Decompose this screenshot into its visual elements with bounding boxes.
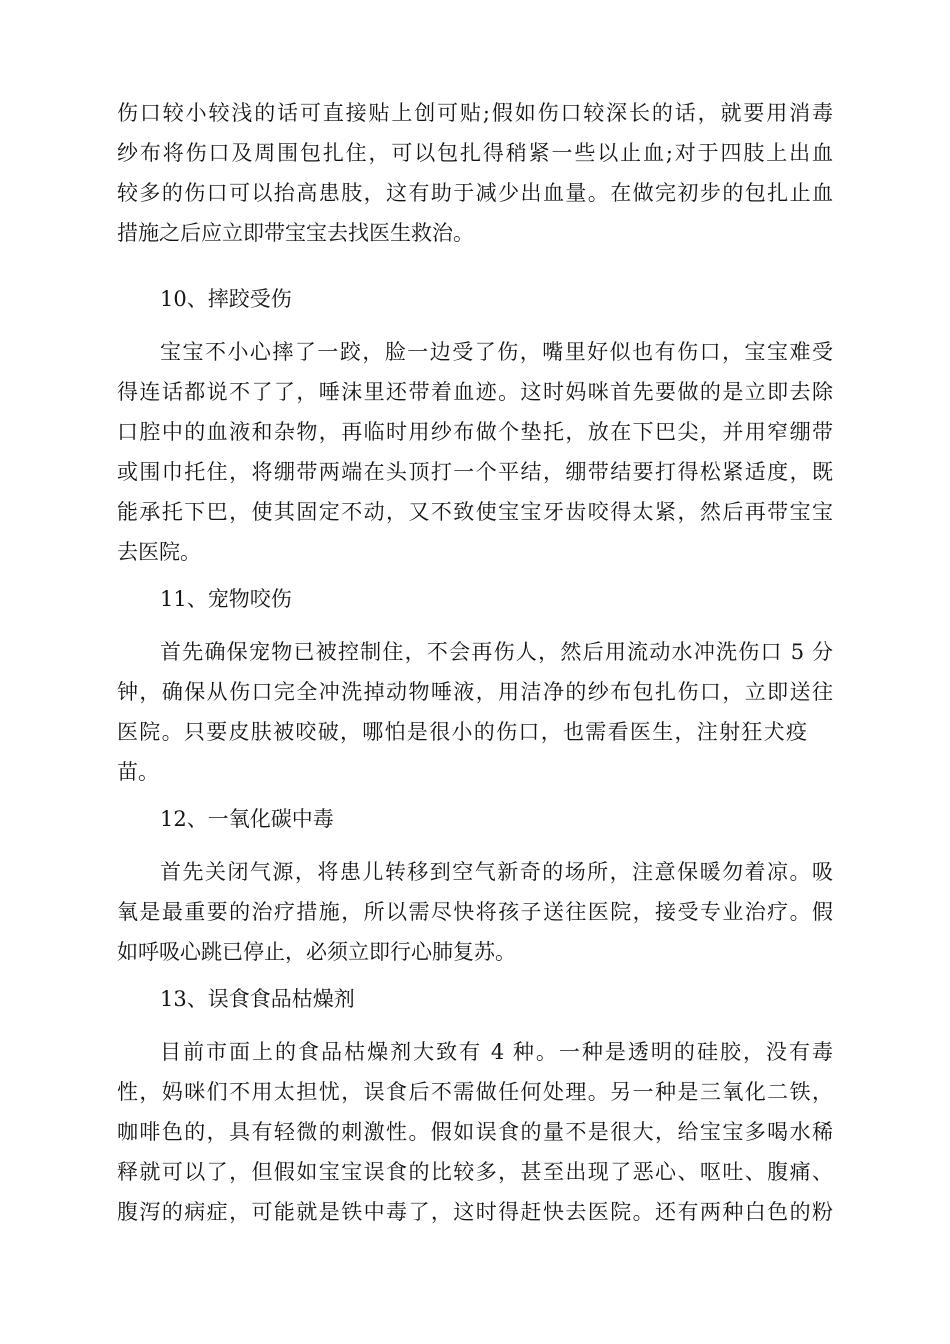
paragraph-line: 氧是最重要的治疗措施，所以需尽快将孩子送往医院，接受专业治疗。假 <box>117 900 833 924</box>
paragraph-line: 得连话都说不了了，唾沫里还带着血迹。这时妈咪首先要做的是立即去除 <box>117 380 833 404</box>
paragraph-line: 首先确保宠物已被控制住，不会再伤人，然后用流动水冲洗伤口 5 分 <box>160 640 833 664</box>
section-heading: 11、宠物咬伤 <box>160 587 292 611</box>
paragraph-line: 口腔中的血液和杂物，再临时用纱布做个垫托，放在下巴尖，并用窄绷带 <box>117 420 833 444</box>
section-heading: 12、一氧化碳中毒 <box>160 807 334 831</box>
paragraph-line: 医院。只要皮肤被咬破，哪怕是很小的伤口，也需看医生，注射狂犬疫 <box>117 720 807 744</box>
paragraph-line: 措施之后应立即带宝宝去找医生救治。 <box>117 221 474 245</box>
paragraph-line: 去医院。 <box>117 540 201 564</box>
section-heading: 10、摔跤受伤 <box>160 287 292 311</box>
paragraph-line: 腹泻的病症，可能就是铁中毒了，这时得赶快去医院。还有两种白色的粉 <box>117 1200 833 1224</box>
paragraph-line: 性，妈咪们不用太担忧，误食后不需做任何处理。另一种是三氧化二铁， <box>117 1080 833 1104</box>
paragraph-line: 目前市面上的食品枯燥剂大致有 4 种。一种是透明的硅胶，没有毒 <box>160 1040 833 1064</box>
paragraph-line: 或围巾托住，将绷带两端在头顶打一个平结，绷带结要打得松紧适度，既 <box>117 460 833 484</box>
paragraph-line: 纱布将伤口及周围包扎住，可以包扎得稍紧一些以止血;对于四肢上出血 <box>117 141 833 165</box>
paragraph-line: 咖啡色的，具有轻微的刺激性。假如误食的量不是很大，给宝宝多喝水稀 <box>117 1120 833 1144</box>
paragraph-line: 钟，确保从伤口完全冲洗掉动物唾液，用洁净的纱布包扎伤口，立即送往 <box>117 680 833 704</box>
paragraph-line: 宝宝不小心摔了一跤，脸一边受了伤，嘴里好似也有伤口，宝宝难受 <box>160 340 833 364</box>
paragraph-line: 释就可以了，但假如宝宝误食的比较多，甚至出现了恶心、呕吐、腹痛、 <box>117 1160 833 1184</box>
section-heading: 13、误食食品枯燥剂 <box>160 987 355 1011</box>
paragraph-line: 较多的伤口可以抬高患肢，这有助于减少出血量。在做完初步的包扎止血 <box>117 181 833 205</box>
paragraph-line: 苗。 <box>117 760 159 784</box>
paragraph-line: 伤口较小较浅的话可直接贴上创可贴;假如伤口较深长的话，就要用消毒 <box>117 101 833 125</box>
paragraph-line: 首先关闭气源，将患儿转移到空气新奇的场所，注意保暖勿着凉。吸 <box>160 860 833 884</box>
paragraph-line: 如呼吸心跳已停止，必须立即行心肺复苏。 <box>117 940 516 964</box>
paragraph-line: 能承托下巴，使其固定不动，又不致使宝宝牙齿咬得太紧，然后再带宝宝 <box>117 500 833 524</box>
